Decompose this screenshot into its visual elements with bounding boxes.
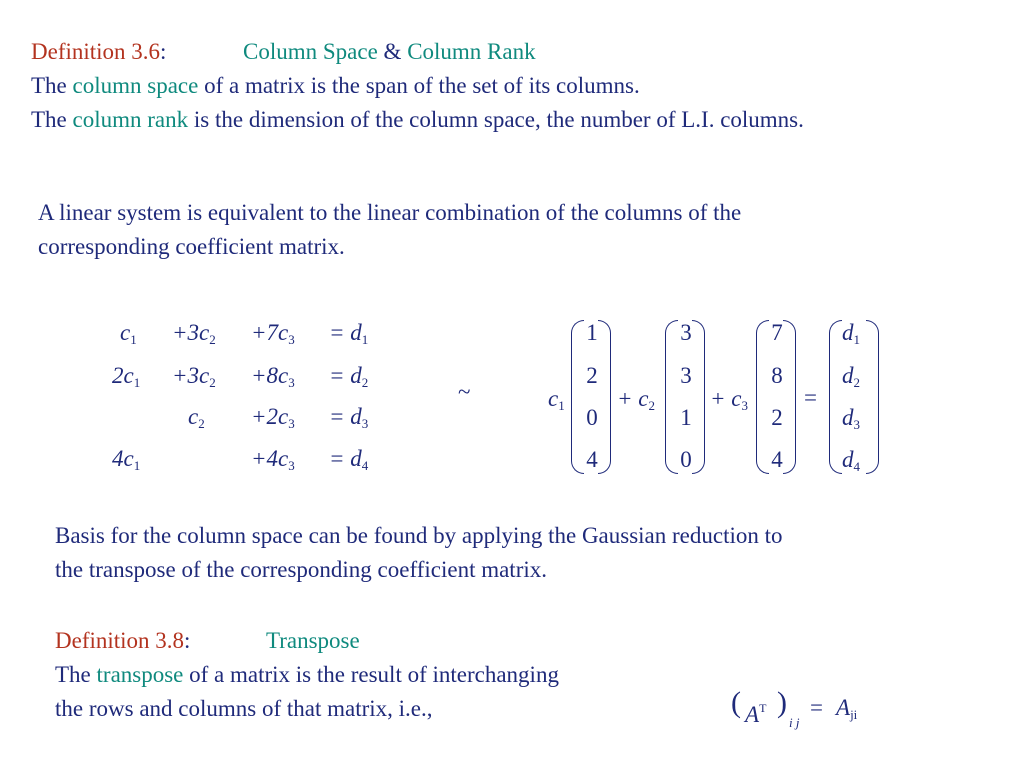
rhs-entry: $d_1$ [842, 320, 860, 347]
formula-subscript-ij: i j [789, 715, 800, 730]
eq1-term-c2: $+3c_2$ [172, 320, 216, 347]
column3-entry: 2 [771, 405, 783, 430]
column1-right-paren [598, 320, 611, 474]
definition-colon: : [184, 628, 191, 653]
definition-text: is the dimension of the column space, the number of L.I. columns. [193, 107, 804, 132]
column2-entry: 3 [680, 363, 692, 388]
eq4-rhs: = $d_4$ [329, 446, 369, 473]
eq4-term-c3: $+4c_3$ [251, 446, 295, 473]
definition-colon: : [160, 39, 167, 64]
column1-entry: 4 [586, 447, 598, 472]
column1-entry: 0 [586, 405, 598, 430]
eq3-term-c3: $+2c_3$ [251, 404, 295, 431]
definition-3-8-title: Transpose [266, 628, 360, 653]
coef-c1: $c_1$ [548, 386, 565, 413]
plus-c2: + $c_2$ [617, 386, 655, 413]
eq3-rhs: = $d_3$ [329, 404, 369, 431]
formula-right-paren: ) [777, 686, 787, 719]
plus-c3: + $c_3$ [710, 386, 748, 413]
column3-entry: 7 [771, 320, 783, 345]
definition-text: of a matrix is the result of interchanging [189, 662, 559, 687]
transpose-definition-line2: the rows and columns of that matrix, i.e., [55, 696, 433, 721]
definition-label: Definition 3.6 [31, 39, 161, 64]
definition-label: Definition 3.8 [55, 628, 185, 653]
eq3-term-c2: $c_2$ [188, 404, 205, 431]
rhs-entry: $d_2$ [842, 363, 860, 390]
definition-3-8-heading [55, 624, 190, 658]
eq1-rhs: = $d_1$ [329, 320, 369, 347]
column2-entry: 0 [680, 447, 692, 472]
ampersand: & [383, 39, 402, 64]
column1-entry: 1 [586, 320, 598, 345]
eq2-term-c3: $+8c_3$ [251, 363, 295, 390]
formula-A: $A^T$ [745, 701, 767, 727]
term-column-space: column space [72, 73, 199, 98]
rhs-entry: $d_4$ [842, 447, 860, 474]
formula-left-paren: ( [731, 686, 741, 719]
column1-entry: 2 [586, 363, 598, 388]
equivalence-tilde: ~ [458, 379, 471, 404]
term-column-space: Column Space [243, 39, 378, 64]
eq2-term-c1: $2c_1$ [112, 363, 141, 390]
term-column-rank: column rank [72, 107, 189, 132]
term-transpose: transpose [96, 662, 184, 687]
linear-system-paragraph-line1: A linear system is equivalent to the linear combination of the columns of the [38, 200, 742, 225]
definition-text: of a matrix is the span of the set of its columns. [204, 73, 640, 98]
term-column-rank: Column Rank [407, 39, 536, 64]
eq1-term-c1: $c_1$ [120, 320, 137, 347]
transpose-definition-line1 [55, 658, 559, 692]
basis-paragraph-line1: Basis for the column space can be found by applying the Gaussian reduction to [55, 523, 783, 548]
text-the: The [31, 107, 67, 132]
text-the: The [55, 662, 91, 687]
rhs-left-paren [829, 320, 842, 474]
eq4-term-c1: $4c_1$ [112, 446, 141, 473]
definition-3-6-heading [31, 35, 166, 69]
formula-equals: = [810, 695, 823, 720]
equals-sign: = [804, 385, 817, 410]
eq2-rhs: = $d_2$ [329, 363, 369, 390]
rhs-entry: $d_3$ [842, 405, 860, 432]
definition-3-6-title [243, 35, 536, 69]
eq1-term-c3: $+7c_3$ [251, 320, 295, 347]
eq2-term-c2: $+3c_2$ [172, 363, 216, 390]
linear-system-paragraph-line2: corresponding coefficient matrix. [38, 234, 345, 259]
column2-entry: 1 [680, 405, 692, 430]
rhs-right-paren [866, 320, 879, 474]
column-rank-definition [31, 103, 804, 137]
basis-paragraph-line2: the transpose of the corresponding coefficient matrix. [55, 557, 547, 582]
column-space-definition [31, 69, 640, 103]
column2-right-paren [692, 320, 705, 474]
text-the: The [31, 73, 67, 98]
column3-entry: 8 [771, 363, 783, 388]
formula-A-ji: $A_{ji}$ [836, 695, 858, 722]
column2-entry: 3 [680, 320, 692, 345]
column3-entry: 4 [771, 447, 783, 472]
column3-right-paren [783, 320, 796, 474]
